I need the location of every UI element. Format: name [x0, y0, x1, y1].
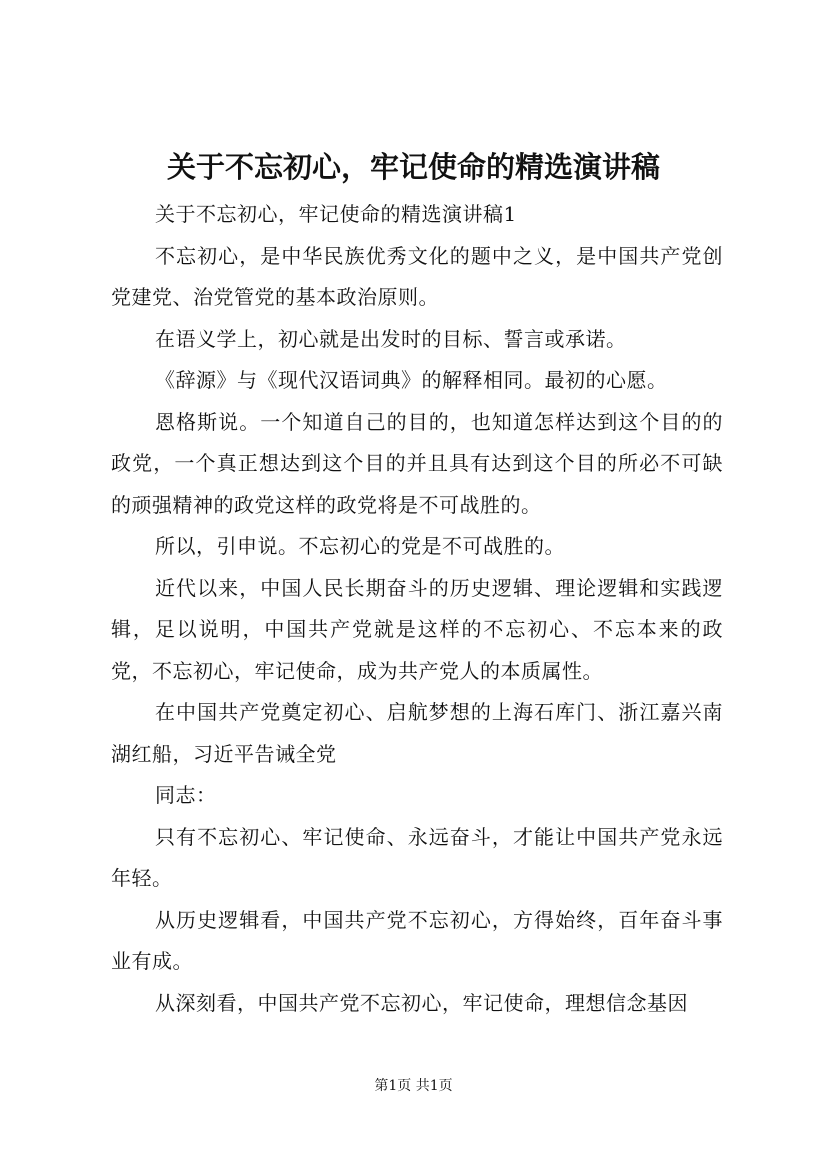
paragraph: 《辞源》与《现代汉语词典》的解释相同。最初的心愿。: [155, 368, 668, 392]
document-body: [111, 194, 723, 1024]
paragraph: 同志：: [155, 783, 217, 807]
paragraph: 只有不忘初心、牢记使命、永远奋斗，才能让中国共产党永远年轻。: [111, 824, 723, 890]
page-footer: 第1页 共1页: [374, 1078, 453, 1094]
paragraph: 关于不忘初心，牢记使命的精选演讲稿1: [155, 202, 517, 226]
paragraph: 在中国共产党奠定初心、启航梦想的上海石库门、浙江嘉兴南湖红船，习近平告诫全党: [111, 700, 723, 766]
paragraph: 从历史逻辑看，中国共产党不忘初心，方得始终，百年奋斗事业有成。: [111, 907, 723, 973]
paragraph: 从深刻看，中国共产党不忘初心，牢记使命，理想信念基因: [155, 990, 688, 1015]
paragraph: 在语义学上，初心就是出发时的目标、誓言或承诺。: [155, 326, 627, 351]
paragraph: 恩格斯说。一个知道自己的目的，也知道怎样达到这个目的的政党，一个真正想达到这个目的并且具有达到这个目的所必不可缺的顽强精神的政党这样的政党将是不可战胜的。: [111, 409, 723, 517]
paragraph: 所以，引申说。不忘初心的党是不可战胜的。: [155, 534, 565, 558]
document-title: 关于不忘初心，牢记使命的精选演讲稿: [166, 150, 660, 184]
paragraph: 近代以来，中国人民长期奋斗的历史逻辑、理论逻辑和实践逻辑，足以说明，中国共产党就是这样的不忘初心、不忘本来的政党，不忘初心，牢记使命，成为共产党人的本质属性。: [111, 575, 723, 683]
paragraph: 不忘初心，是中华民族优秀文化的题中之义，是中国共产党创党建党、治党管党的基本政治原则。: [111, 243, 723, 309]
